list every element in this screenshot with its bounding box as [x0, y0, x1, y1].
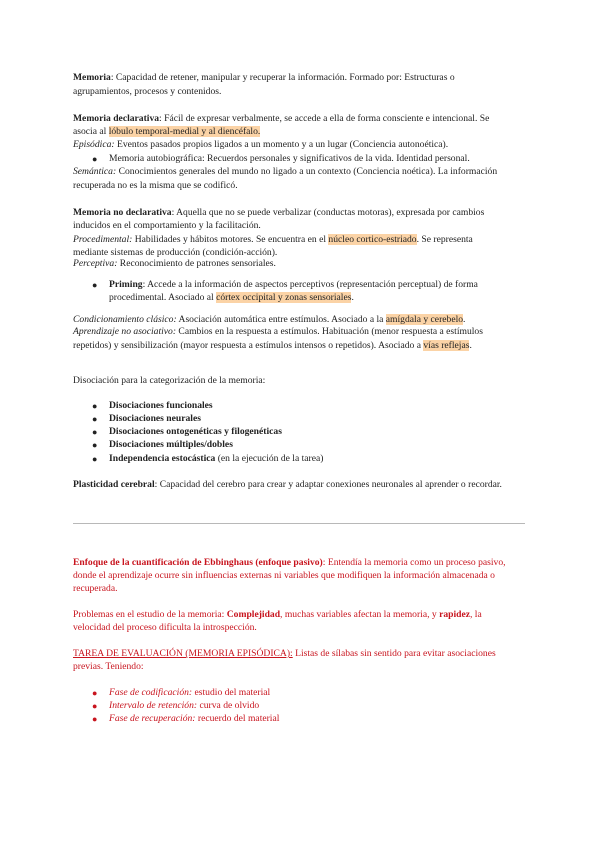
disociacion-item: Independencia estocástica (en la ejecución de la tarea): [109, 453, 324, 464]
declarativa-line-1: Memoria declarativa: Fácil de expresar verbalmente, se accede a ella de forma consciente e intencional. Se: [73, 113, 490, 124]
term-ebbinghaus: Enfoque de la cuantificación de Ebbinghaus (enfoque pasivo): [73, 557, 323, 568]
priming-line-2: procedimental. Asociado al córtex occipital y zonas sensoriales.: [109, 292, 354, 303]
aprendizaje-line-1: Aprendizaje no asociativo: Cambios en la respuesta a estímulos. Habituación (menor respuesta a estímulos: [73, 326, 483, 337]
term-nodeclarativa: Memoria no declarativa: [73, 207, 172, 218]
tarea-line-1: TAREA DE EVALUACIÓN (MEMORIA EPISÓDICA): Listas de sílabas sin sentido para evitar asociaciones: [73, 648, 496, 659]
autobiografica-item: Memoria autobiográfica: Recuerdos personales y significativos de la vida. Identidad personal.: [109, 153, 470, 164]
priming-line-1: Priming: Accede a la información de aspectos perceptivos (representación perceptual) de forma: [109, 279, 478, 290]
disociacion-item: Disociaciones múltiples/dobles: [109, 439, 233, 450]
horizontal-divider: [73, 523, 525, 524]
tarea-item: Fase de codificación: estudio del material: [109, 687, 271, 698]
ebbinghaus-line-3: recuperada.: [73, 583, 118, 594]
procedimental-line-1: Procedimental: Habilidades y hábitos motores. Se encuentra en el núcleo cortico-estriado. Se representa: [73, 234, 473, 245]
perceptiva-line: Perceptiva: Reconocimiento de patrones sensoriales.: [73, 258, 276, 269]
episodica-line: Episódica: Eventos pasados propios ligados a un momento y a un lugar (Conciencia autonoética).: [73, 139, 449, 150]
procedimental-line-2: mediante sistemas de producción (condición-acción).: [73, 247, 278, 258]
highlight-cortex: córtex occipital y zonas sensoriales: [216, 292, 352, 303]
bullet-icon: ●: [92, 280, 98, 290]
bullet-icon: ●: [92, 714, 98, 724]
problemas-line-1: Problemas en el estudio de la memoria: Complejidad, muchas variables afectan la memoria, y rapidez, la: [73, 609, 482, 620]
disociacion-item: Disociaciones funcionales: [109, 400, 213, 411]
highlight-vias: vías reflejas: [423, 340, 470, 351]
memoria-line-2: agrupamientos, procesos y contenidos.: [73, 86, 222, 97]
tarea-item: Fase de recuperación: recuerdo del material: [109, 713, 280, 724]
declarativa-line-2: asocia al lóbulo temporal-medial y al diencéfalo.: [73, 126, 261, 137]
highlight-lobulo: lóbulo temporal-medial y al diencéfalo.: [108, 126, 261, 137]
nodeclarativa-line-2: inducidos en el comportamiento y la facilitación.: [73, 220, 261, 231]
problemas-line-2: velocidad del proceso dificulta la introspección.: [73, 622, 257, 633]
disociacion-item: Disociaciones neurales: [109, 413, 201, 424]
bullet-icon: ●: [92, 688, 98, 698]
tarea-title: TAREA DE EVALUACIÓN (MEMORIA EPISÓDICA):: [73, 648, 293, 659]
condicionamiento-line: Condicionamiento clásico: Asociación automática entre estímulos. Asociado a la amígdala y cerebelo.: [73, 314, 466, 325]
term-plasticidad: Plasticidad cerebral: [73, 479, 155, 490]
memoria-line-1: Memoria: Capacidad de retener, manipular y recuperar la información. Formado por: Estructuras o: [73, 72, 455, 83]
bullet-icon: ●: [92, 427, 98, 437]
aprendizaje-line-2: repetidos) y sensibilización (mayor respuesta a estímulos intensos o repetidos). Asociado a vías reflejas.: [73, 340, 472, 351]
semantica-line-1: Semántica: Conocimientos generales del mundo no ligado a un contexto (Conciencia noética). La información: [73, 166, 498, 177]
term-memoria: Memoria: [73, 72, 111, 83]
disociacion-item: Disociaciones ontogenéticas y filogenéticas: [109, 426, 282, 437]
ebbinghaus-line-2: donde el aprendizaje ocurre sin influencias externas ni variables que modifiquen la información almacenada o: [73, 570, 495, 581]
bullet-icon: ●: [92, 401, 98, 411]
nodeclarativa-line-1: Memoria no declarativa: Aquella que no se puede verbalizar (conductas motoras), expresada por cambios: [73, 207, 485, 218]
bullet-icon: ●: [92, 154, 98, 164]
bullet-icon: ●: [92, 701, 98, 711]
bullet-icon: ●: [92, 414, 98, 424]
tarea-line-2: previas. Teniendo:: [73, 661, 144, 672]
bullet-icon: ●: [92, 454, 98, 464]
bullet-icon: ●: [92, 440, 98, 450]
ebbinghaus-line-1: Enfoque de la cuantificación de Ebbinghaus (enfoque pasivo): Entendía la memoria como un proceso pasivo,: [73, 557, 506, 568]
semantica-line-2: recuperada no es la misma que se codificó.: [73, 180, 238, 191]
highlight-nucleo: núcleo cortico-estriado: [328, 234, 417, 245]
tarea-item: Intervalo de retención: curva de olvido: [109, 700, 260, 711]
highlight-amigdala: amígdala y cerebelo: [385, 314, 464, 325]
plasticidad-line: Plasticidad cerebral: Capacidad del cerebro para crear y adaptar conexiones neuronales al aprender o recordar.: [73, 479, 502, 490]
disociacion-intro: Disociación para la categorización de la memoria:: [73, 375, 266, 386]
term-declarativa: Memoria declarativa: [73, 113, 160, 124]
